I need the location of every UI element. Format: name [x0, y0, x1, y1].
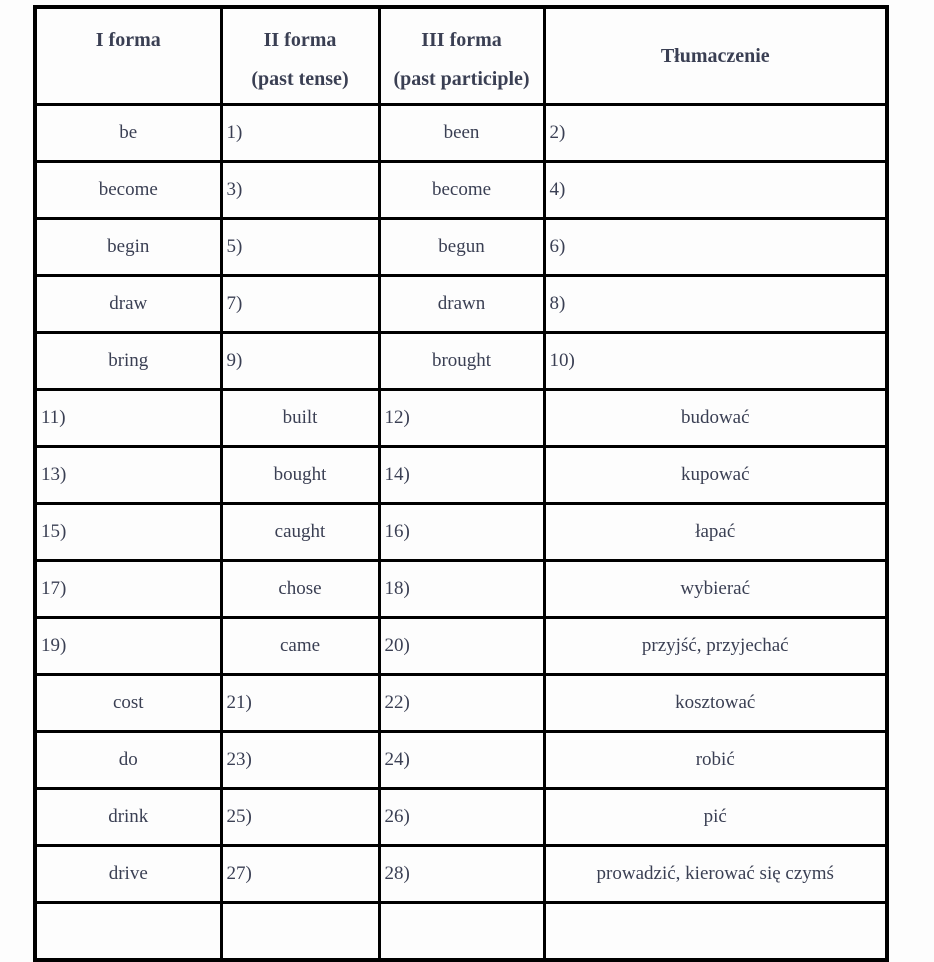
verb-cell: become [35, 162, 221, 219]
translation-cell: pić [544, 789, 887, 846]
numbered-blank-cell: 8) [544, 276, 887, 333]
header-line: Tłumaczenie [660, 44, 770, 67]
translation-cell: prowadzić, kierować się czymś [544, 846, 887, 903]
numbered-blank-cell: 18) [379, 561, 544, 618]
empty-cell [544, 903, 887, 961]
translation-cell: kupować [544, 447, 887, 504]
table-row [35, 846, 887, 903]
empty-cell [221, 903, 379, 961]
verb-cell: chose [221, 561, 379, 618]
numbered-blank-cell: 3) [221, 162, 379, 219]
header-line: (past participle) [393, 68, 530, 90]
header-cell-1 [221, 7, 379, 105]
header-line: III forma [421, 29, 502, 51]
verb-cell: drawn [379, 276, 544, 333]
table-row [35, 276, 887, 333]
translation-cell: budować [544, 390, 887, 447]
numbered-blank-cell: 2) [544, 105, 887, 162]
table-row [35, 105, 887, 162]
numbered-blank-cell: 11) [35, 390, 221, 447]
numbered-blank-cell: 16) [379, 504, 544, 561]
numbered-blank-cell: 1) [221, 105, 379, 162]
verb-cell: begun [379, 219, 544, 276]
numbered-blank-cell: 23) [221, 732, 379, 789]
translation-cell: robić [544, 732, 887, 789]
table-row [35, 675, 887, 732]
verb-cell: brought [379, 333, 544, 390]
verb-cell: drive [35, 846, 221, 903]
table-row [35, 789, 887, 846]
numbered-blank-cell: 26) [379, 789, 544, 846]
translation-cell: wybierać [544, 561, 887, 618]
translation-cell: kosztować [544, 675, 887, 732]
header-line: I forma [95, 29, 161, 51]
numbered-blank-cell: 27) [221, 846, 379, 903]
numbered-blank-cell: 15) [35, 504, 221, 561]
numbered-blank-cell: 19) [35, 618, 221, 675]
numbered-blank-cell: 14) [379, 447, 544, 504]
verb-cell: draw [35, 276, 221, 333]
empty-cell [35, 903, 221, 961]
table-header-row [35, 7, 887, 105]
verb-cell: do [35, 732, 221, 789]
table-row [35, 447, 887, 504]
worksheet-table-container [33, 5, 889, 962]
verb-cell: cost [35, 675, 221, 732]
numbered-blank-cell: 13) [35, 447, 221, 504]
numbered-blank-cell: 4) [544, 162, 887, 219]
verb-cell: bring [35, 333, 221, 390]
table-row [35, 333, 887, 390]
irregular-verbs-table [33, 5, 889, 962]
verb-cell: be [35, 105, 221, 162]
verb-cell: been [379, 105, 544, 162]
numbered-blank-cell: 20) [379, 618, 544, 675]
table-row [35, 390, 887, 447]
numbered-blank-cell: 9) [221, 333, 379, 390]
header-cell-0 [35, 7, 221, 105]
verb-cell: came [221, 618, 379, 675]
verb-cell: bought [221, 447, 379, 504]
numbered-blank-cell: 24) [379, 732, 544, 789]
header-line: (past tense) [251, 68, 349, 90]
verb-cell: begin [35, 219, 221, 276]
table-row [35, 219, 887, 276]
empty-cell [379, 903, 544, 961]
numbered-blank-cell: 6) [544, 219, 887, 276]
numbered-blank-cell: 28) [379, 846, 544, 903]
table-row [35, 561, 887, 618]
verb-cell: drink [35, 789, 221, 846]
table-row [35, 903, 887, 961]
numbered-blank-cell: 22) [379, 675, 544, 732]
numbered-blank-cell: 17) [35, 561, 221, 618]
verb-cell: become [379, 162, 544, 219]
table-row [35, 162, 887, 219]
numbered-blank-cell: 7) [221, 276, 379, 333]
translation-cell: łapać [544, 504, 887, 561]
header-cell-3 [544, 7, 887, 105]
table-row [35, 732, 887, 789]
numbered-blank-cell: 12) [379, 390, 544, 447]
verb-cell: caught [221, 504, 379, 561]
numbered-blank-cell: 5) [221, 219, 379, 276]
verb-cell: built [221, 390, 379, 447]
numbered-blank-cell: 10) [544, 333, 887, 390]
table-row [35, 504, 887, 561]
header-cell-2 [379, 7, 544, 105]
header-line: II forma [263, 29, 337, 51]
numbered-blank-cell: 21) [221, 675, 379, 732]
numbered-blank-cell: 25) [221, 789, 379, 846]
translation-cell: przyjść, przyjechać [544, 618, 887, 675]
table-row [35, 618, 887, 675]
